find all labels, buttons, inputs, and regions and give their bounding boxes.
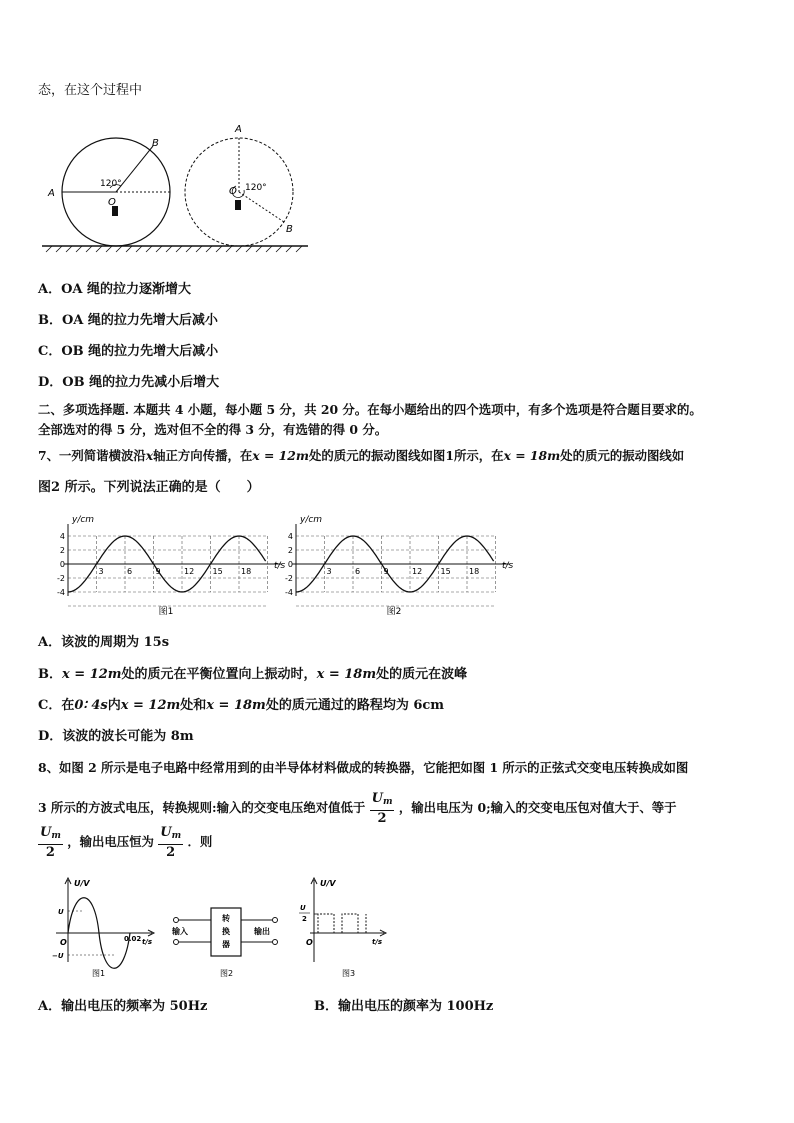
x-tick-label: 15 (212, 567, 223, 576)
x-tick-label: 18 (469, 567, 480, 576)
q8-option-a[interactable]: A．输出电压的频率为 50Hz (38, 999, 208, 1014)
block-right (235, 200, 241, 210)
y-tick-label: 4 (287, 532, 293, 541)
rope-ob-2 (239, 192, 284, 222)
fig2-converter (171, 908, 278, 978)
svg-text:−U: −U (52, 952, 64, 960)
svg-text:图2: 图2 (220, 969, 234, 978)
fraction-um-2b: $\frac{U_m}{2}$ (40, 824, 61, 860)
svg-text:t/s: t/s (142, 938, 153, 946)
svg-text:器: 器 (222, 940, 230, 949)
svg-text:换: 换 (222, 927, 230, 936)
angle-label-2: 120° (245, 183, 267, 193)
svg-text:转: 转 (222, 914, 230, 923)
x-axis-label: t/s (502, 561, 514, 571)
section2-line1: 二、多项选择题. 本题共 4 小题，每小题 5 分，共 20 分。在每小题给出的四个选项中，有多个选项是符合题目要求的。 (38, 402, 702, 417)
svg-text:U: U (300, 904, 306, 912)
graph-caption: 图1 (158, 607, 174, 617)
fig1-sine (52, 878, 154, 978)
svg-text:图3: 图3 (342, 969, 356, 978)
y-axis-label: y/cm (300, 515, 323, 525)
q7-option-b[interactable]: B．x = 12m处的质元在平衡位置向上振动时，x = 18m处的质元在波峰 (38, 667, 468, 682)
svg-text:U/V: U/V (320, 879, 336, 888)
svg-text:图1: 图1 (92, 969, 106, 978)
y-tick-label: -4 (285, 588, 293, 597)
y-tick-label: 2 (287, 546, 293, 555)
angle-label: 120° (100, 179, 122, 189)
x-tick-label: 12 (412, 567, 423, 576)
y-tick-label: -2 (57, 574, 65, 583)
label-a: A (48, 188, 55, 199)
q7-option-c[interactable]: C．在0∶ 4s内x = 12m处和x = 18m处的质元通过的路程均为 6cm (38, 698, 445, 713)
x-tick-label: 12 (184, 567, 195, 576)
svg-text:输入: 输入 (172, 927, 188, 936)
y-tick-label: 0 (287, 560, 293, 569)
continued-text: 态，在这个过程中 (38, 83, 143, 98)
y-tick-label: -2 (285, 574, 293, 583)
svg-text:0.02: 0.02 (124, 935, 142, 943)
x-tick-label: 9 (155, 567, 161, 576)
x-axis-label: t/s (274, 561, 286, 571)
label-a2: A (235, 124, 242, 135)
y-tick-label: 4 (59, 532, 65, 541)
graph-1 (57, 515, 286, 617)
fraction-um-2c: $\frac{U_m}{2}$ (160, 824, 182, 860)
x-tick-label: 18 (241, 567, 252, 576)
x-tick-label: 6 (127, 567, 133, 576)
y-tick-label: -4 (57, 588, 65, 597)
fig3-square-wave (299, 878, 386, 978)
q8-option-b[interactable]: B．输出电压的颜率为 100Hz (314, 999, 494, 1014)
ground-hatch (46, 246, 302, 252)
q6-option-b[interactable]: B．OA 绳的拉力先增大后减小 (38, 313, 218, 328)
svg-text:O: O (60, 938, 67, 947)
q6-option-a[interactable]: A．OA 绳的拉力逐渐增大 (38, 282, 192, 297)
fraction-um-2: $\frac{U_m}{2}$ (371, 790, 393, 826)
svg-text:t/s: t/s (372, 938, 383, 946)
x-tick-label: 3 (326, 567, 332, 576)
q6-option-c[interactable]: C．OB 绳的拉力先增大后减小 (38, 344, 219, 359)
svg-text:输出: 输出 (254, 927, 270, 936)
svg-text:O: O (306, 938, 313, 947)
q8-figures (48, 876, 408, 980)
x-tick-label: 3 (98, 567, 104, 576)
svg-text:U/V: U/V (74, 879, 90, 888)
label-o2: O (229, 186, 237, 197)
q8-stem-line3: $\frac{U_m}{2}$ ，输出电压恒为 $\frac{U_m}{2}$ ．则 (40, 824, 213, 860)
svg-text:2: 2 (302, 915, 307, 923)
q6-circles-figure (36, 118, 316, 258)
q8-stem-line2: 3 所示的方波式电压，转换规则:输入的交变电压绝对值低于 $\frac{U_m}{2}$ ，输出电压为 0;输入的交变电压包对值大于、等于 (38, 790, 677, 826)
x-tick-label: 6 (355, 567, 361, 576)
x-tick-label: 9 (383, 567, 389, 576)
q7-option-d[interactable]: D．该波的波长可能为 8m (38, 729, 194, 744)
q8-stem-line1: 8、如图 2 所示是电子电路中经常用到的由半导体材料做成的转换器，它能把如图 1 所示的正弦式交变电压转换成如图 (38, 760, 689, 775)
label-b2: B (286, 224, 293, 235)
y-axis-label: y/cm (72, 515, 95, 525)
y-tick-label: 2 (59, 546, 65, 555)
q7-option-a[interactable]: A．该波的周期为 15s (38, 635, 170, 650)
q7-stem-line1: 7、一列简谐横波沿x轴正方向传播，在x = 12m处的质元的振动图线如图1所示，在x = 18m处的质元的振动图线如 (38, 448, 685, 463)
label-b: B (152, 138, 159, 149)
q7-vibration-graphs (48, 508, 528, 620)
q6-option-d[interactable]: D．OB 绳的拉力先减小后增大 (38, 375, 220, 390)
label-o: O (108, 197, 116, 208)
svg-text:U: U (58, 908, 64, 916)
graph-caption: 图2 (386, 607, 402, 617)
y-tick-label: 0 (59, 560, 65, 569)
section2-line2: 全部选对的得 5 分，选对但不全的得 3 分，有选错的得 0 分。 (38, 422, 388, 437)
x-tick-label: 15 (440, 567, 451, 576)
graph-2 (285, 515, 514, 617)
q7-stem-line2: 图2 所示。下列说法正确的是（ ） (38, 480, 260, 495)
